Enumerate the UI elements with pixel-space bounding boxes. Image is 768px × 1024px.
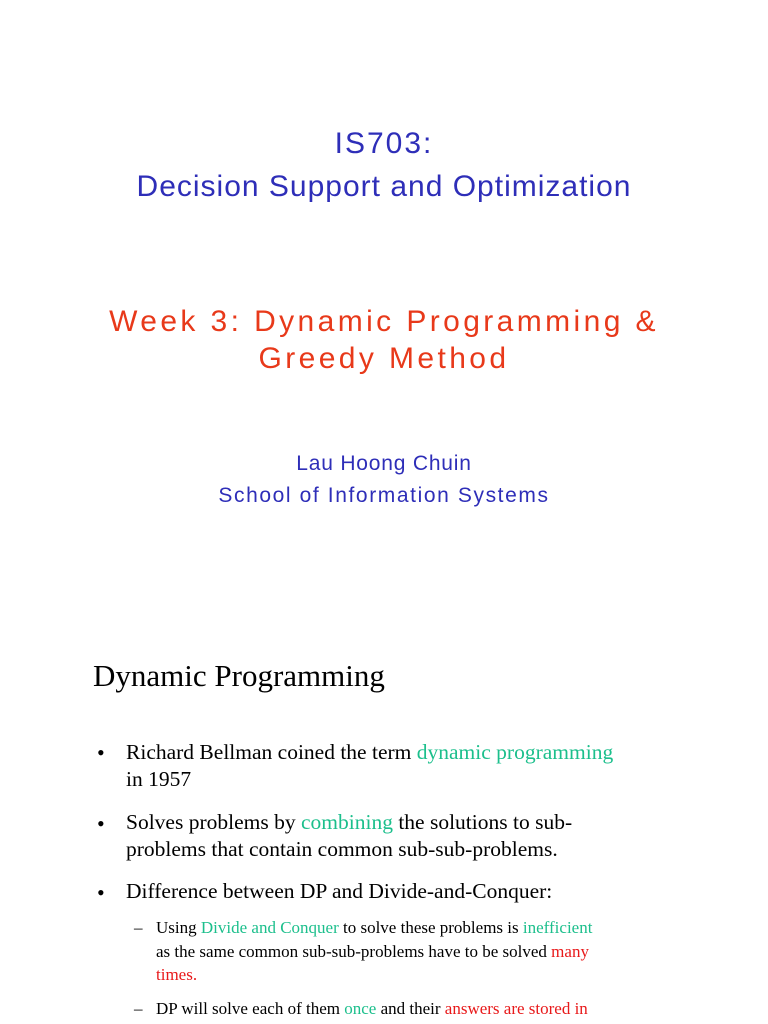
bullet-marker: • [97,740,105,765]
highlight-term: dynamic programming [416,740,614,764]
bullet-text: Solves problems by [126,810,301,834]
sub-text: and their [376,999,445,1018]
course-code: IS703: [334,127,434,160]
highlight-term: combining [300,810,393,834]
bullet-item-combining [126,809,686,863]
lecture-title-line-2: Greedy Method [258,342,510,375]
school-name: School of Information Systems [218,484,550,507]
sub-bullet-marker: – [134,999,143,1018]
content-slide [0,600,768,1024]
bullet-text: problems that contain common sub-sub-problems. [126,837,558,861]
author-name: Lau Hoong Chuin [296,452,472,475]
bullet-text: the solutions to sub- [392,810,573,834]
bullet-item-bellman [126,739,686,793]
bullet-marker: • [97,880,105,905]
highlight-term: once [344,999,377,1018]
bullet-marker: • [97,811,105,836]
lecture-title-line-1: Week 3: Dynamic Programming & [109,305,659,338]
bullet-item-difference [126,878,686,905]
sub-text: as the same common sub-sub-problems have to be solved [156,941,552,961]
course-name: Decision Support and Optimization [136,170,632,203]
slide-title: Dynamic Programming [93,658,385,693]
highlight-term: Divide and Conquer [200,918,339,937]
sub-text: Using [156,918,201,937]
bullet-text: Difference between DP and Divide-and-Conquer: [126,879,553,903]
highlight-term: inefficient [522,918,593,937]
bullet-text: Richard Bellman coined the term [126,740,417,764]
sub-item-dp-once [156,997,676,1021]
highlight-term-red: many [551,941,589,961]
sub-text: to solve these problems is [338,918,523,937]
highlight-term-red: answers are stored in [444,999,588,1018]
sub-text: DP will solve each of them [156,999,345,1018]
highlight-term-red: times. [156,965,198,984]
bullet-text: in 1957 [126,767,192,791]
sub-bullet-marker: – [134,918,143,937]
sub-item-divide-conquer [156,916,676,987]
